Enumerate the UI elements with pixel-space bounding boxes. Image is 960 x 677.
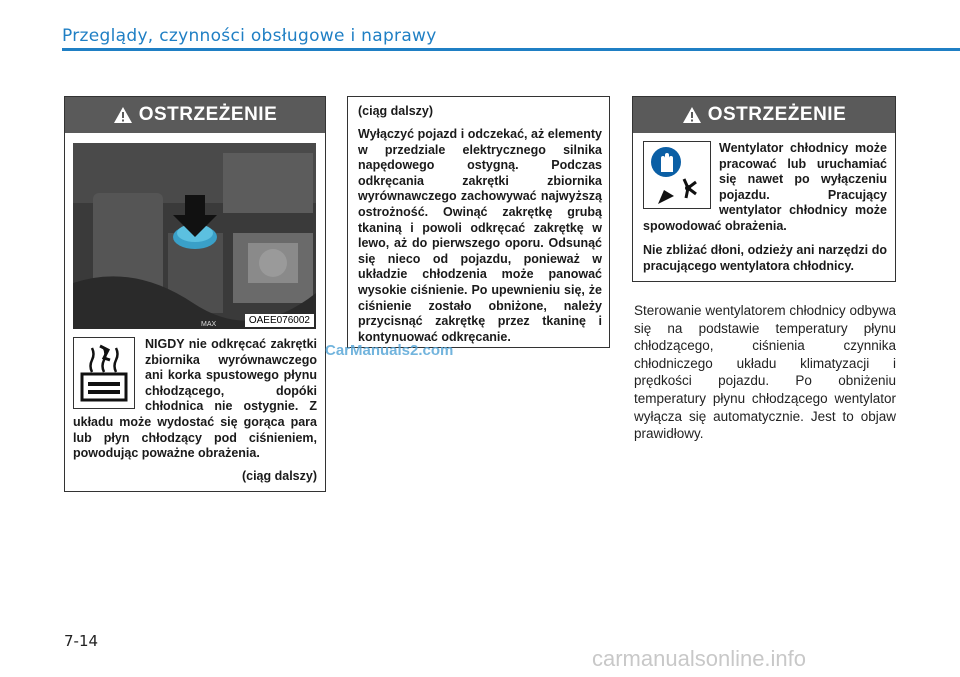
warning-middle-text: Wyłączyć pojazd i odczekać, aż elementy w przedziale elektrycznego silnika napędowego ostygną. Podczas odkręcania zakrętki zbiornika wyrównawczego zachowywać najwyższą ostrożność. Owinąć zakrętkę grubą tkaniną i powoli odkręcać zakrętkę w lewo, aż do pierwszego oporu. Odsunąć się nieco od pojazdu, ponieważ w układzie chłodzenia może panować wysokie ciśnienie. Po upewnieniu się, że ciśnienie zostało obniżone, należy przycisnąć zakrętkę przez tkaninę i kontynuować odkręcanie.: [358, 127, 602, 344]
engine-bay-photo: [73, 143, 316, 329]
warning-triangle-icon: [113, 106, 133, 124]
warning-left-text: NIGDY nie odkręcać zakrętki zbiornika wyrównawczego ani korka spustowego płynu chłodzącego, dopóki chłodnica nie ostygnie. Z układu może wydostać się gorąca para lub płyn chłodzący pod ciśnieniem, powodując poważne obrażenia.: [73, 337, 317, 461]
warning-heading: OSTRZEŻENIE: [707, 104, 847, 125]
warning-triangle-icon: [682, 106, 702, 124]
continued-head: (ciąg dalszy): [358, 104, 434, 118]
photo-max-label: MAX: [201, 321, 217, 328]
text-wrap-spacer: [643, 141, 719, 211]
continued-label: (ciąg dalszy): [241, 469, 317, 483]
body-paragraph: Sterowanie wentylatorem chłodnicy odbywa się na podstawie temperatury płynu chłodzącego, ciśnienia czynnika chłodniczego układu klimatyzacji i prędkości pojazdu. Po obniżeniu temperatury płynu chłodzącego wentylator wyłącza się automatycznie. Jest to objaw prawidłowy.: [634, 303, 896, 442]
header-rule: [62, 48, 960, 51]
footer-watermark[interactable]: carmanualsonline.info: [592, 646, 807, 671]
page-number: 7-14: [64, 632, 99, 650]
warning-box-right: [632, 96, 896, 282]
warning-box-middle: [347, 96, 610, 348]
warning-right-text-1: Wentylator chłodnicy może pracować lub uruchamiać się nawet po wyłączeniu pojazdu. Pracujący wentylator chłodnicy może spowodować obrażenia.: [643, 141, 887, 233]
warning-heading: OSTRZEŻENIE: [138, 104, 278, 125]
image-code: OAEE076002: [245, 314, 314, 327]
watermark[interactable]: CarManuals2.com: [325, 342, 454, 359]
warning-box-left: [64, 96, 326, 492]
section-title: Przeglądy, czynności obsługowe i naprawy: [62, 26, 437, 46]
warning-header: [65, 97, 325, 133]
warning-right-text-2: Nie zbliżać dłoni, odzieży ani narzędzi do pracującego wentylatora chłodnicy.: [643, 243, 887, 273]
text-wrap-spacer: [73, 337, 145, 413]
warning-header: [633, 97, 895, 133]
